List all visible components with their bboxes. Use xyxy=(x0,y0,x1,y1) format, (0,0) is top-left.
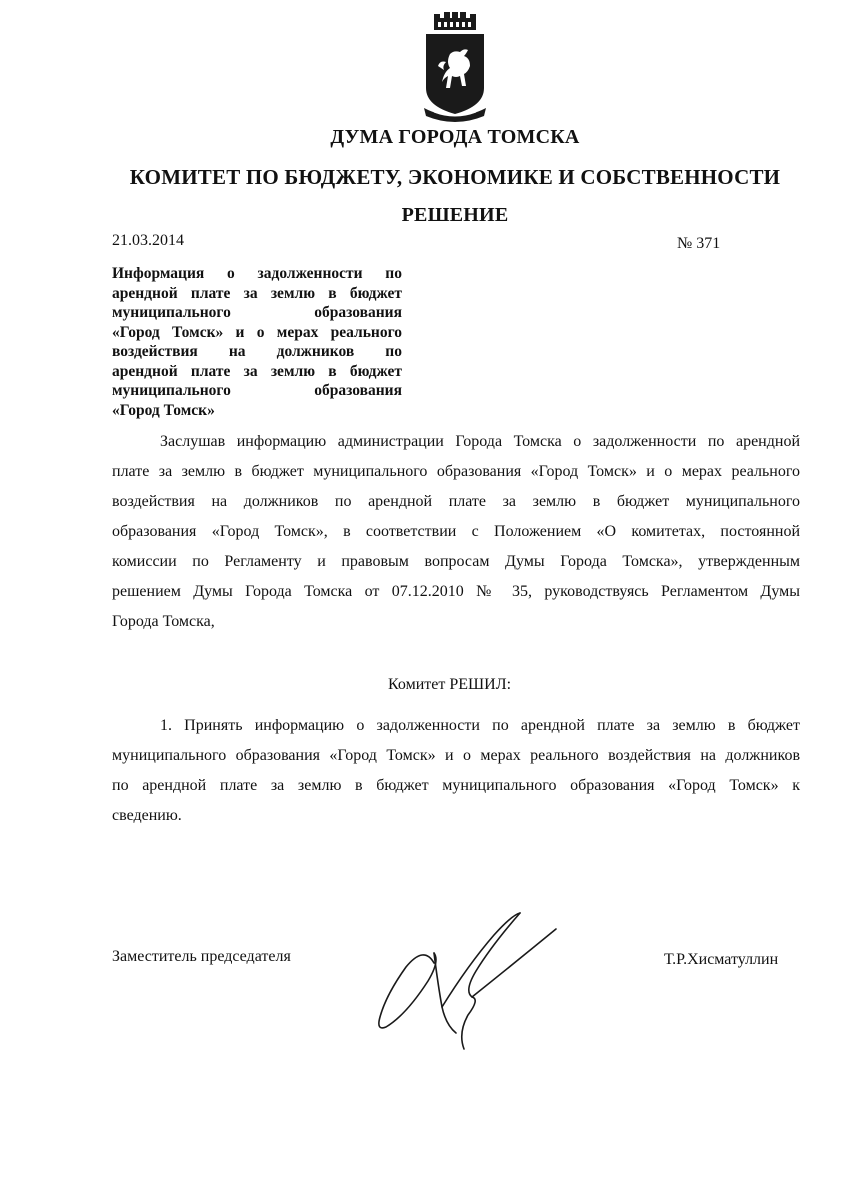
subject-line: муниципального образования xyxy=(112,304,402,321)
preamble-line: воздействия на должников по арендной плате за землю в бюджет муниципального xyxy=(112,493,800,510)
preamble-line: Города Томска, xyxy=(112,613,215,630)
decision-line: 1. Принять информацию о задолженности по арендной плате за землю в бюджет xyxy=(160,717,800,734)
decision-line: по арендной плате за землю в бюджет муниципального образования «Город Томск» к xyxy=(112,777,800,794)
preamble-paragraph xyxy=(112,427,800,637)
decision-line: сведению. xyxy=(112,807,182,824)
preamble-line: образования «Город Томск», в соответствии с Положением «О комитетах, постоянной xyxy=(112,523,800,540)
decision-item xyxy=(112,711,800,831)
preamble-line: плате за землю в бюджет муниципального образования «Город Томск» и о мерах реального xyxy=(112,463,800,480)
subject-line: муниципального образования xyxy=(112,382,402,399)
subject-block xyxy=(112,264,402,420)
signatory-name: Т.Р.Хисматуллин xyxy=(664,951,779,968)
committee-name: КОМИТЕТ ПО БЮДЖЕТУ, ЭКОНОМИКЕ И СОБСТВЕННОСТИ xyxy=(129,165,781,189)
tomsk-coat-of-arms-icon xyxy=(420,12,490,124)
subject-line: Информация о задолженности по xyxy=(112,265,402,282)
signatory-title: Заместитель председателя xyxy=(112,948,291,965)
subject-line: воздействия на должников по xyxy=(112,343,402,360)
decision-line: муниципального образования «Город Томск» и о мерах реального воздействия на должников xyxy=(112,747,800,764)
decision-heading: Комитет РЕШИЛ: xyxy=(388,676,512,693)
subject-line: арендной плате за землю в бюджет xyxy=(112,284,402,302)
subject-line: «Город Томск» xyxy=(112,401,215,419)
subject-line: «Город Томск» и о мерах реального xyxy=(112,323,402,341)
document-date: 21.03.2014 xyxy=(112,232,184,249)
preamble-line: решением Думы Города Томска от 07.12.2010 № 35, руководствуясь Регламентом Думы xyxy=(112,583,800,600)
handwritten-signature-icon xyxy=(372,905,572,1065)
preamble-line: комиссии по Регламенту и правовым вопросам Думы Города Томска», утвержденным xyxy=(112,553,800,570)
subject-line: арендной плате за землю в бюджет xyxy=(112,362,402,380)
council-name: ДУМА ГОРОДА ТОМСКА xyxy=(330,126,580,148)
document-number: № 371 xyxy=(677,235,721,252)
document-type: РЕШЕНИЕ xyxy=(401,204,509,226)
preamble-line: Заслушав информацию администрации Города Томска о задолженности по арендной xyxy=(160,433,800,450)
